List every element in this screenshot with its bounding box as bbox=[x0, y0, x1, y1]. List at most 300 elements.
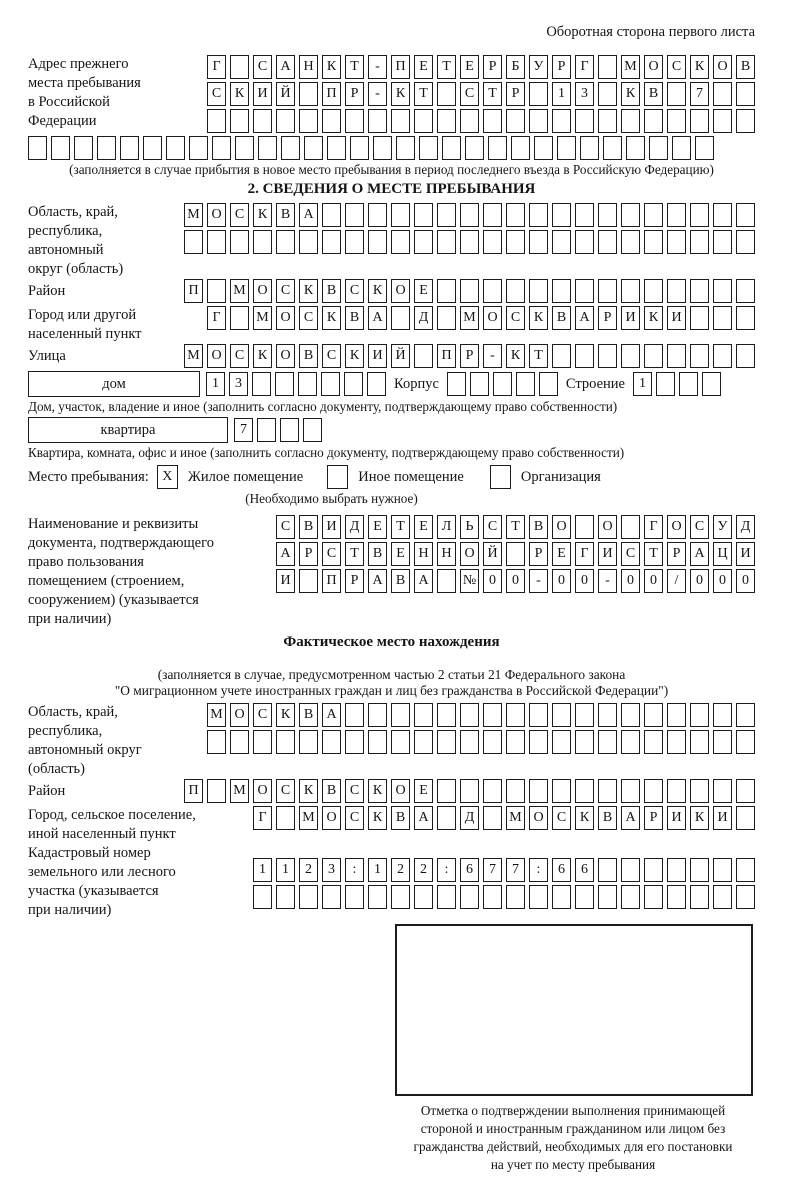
char-box[interactable] bbox=[414, 109, 433, 133]
char-box[interactable] bbox=[253, 230, 272, 254]
char-box[interactable]: Н bbox=[299, 55, 318, 79]
char-box[interactable] bbox=[460, 703, 479, 727]
char-box[interactable] bbox=[598, 55, 617, 79]
char-box[interactable] bbox=[368, 203, 387, 227]
char-box[interactable]: К bbox=[345, 344, 364, 368]
char-box[interactable] bbox=[667, 703, 686, 727]
char-box[interactable]: А bbox=[414, 569, 433, 593]
char-box[interactable] bbox=[644, 109, 663, 133]
char-box[interactable]: - bbox=[483, 344, 502, 368]
char-box[interactable] bbox=[644, 779, 663, 803]
char-box[interactable] bbox=[649, 136, 668, 160]
char-box[interactable]: В bbox=[299, 344, 318, 368]
char-box[interactable] bbox=[252, 372, 271, 396]
char-box[interactable]: И bbox=[276, 569, 295, 593]
char-box[interactable] bbox=[598, 203, 617, 227]
char-box[interactable] bbox=[736, 730, 755, 754]
char-box[interactable] bbox=[189, 136, 208, 160]
char-box[interactable] bbox=[598, 730, 617, 754]
char-box[interactable]: Е bbox=[552, 542, 571, 566]
char-box[interactable] bbox=[690, 885, 709, 909]
char-box[interactable] bbox=[598, 703, 617, 727]
char-box[interactable] bbox=[575, 730, 594, 754]
char-box[interactable] bbox=[736, 885, 755, 909]
char-box[interactable] bbox=[713, 885, 732, 909]
char-box[interactable]: Е bbox=[414, 515, 433, 539]
char-box[interactable] bbox=[575, 109, 594, 133]
char-box[interactable]: 0 bbox=[575, 569, 594, 593]
char-box[interactable]: А bbox=[575, 306, 594, 330]
char-box[interactable]: О bbox=[552, 515, 571, 539]
char-box[interactable]: П bbox=[322, 569, 341, 593]
char-box[interactable] bbox=[493, 372, 512, 396]
char-box[interactable]: С bbox=[276, 279, 295, 303]
char-box[interactable]: К bbox=[368, 779, 387, 803]
char-box[interactable] bbox=[470, 372, 489, 396]
char-box[interactable] bbox=[51, 136, 70, 160]
char-box[interactable] bbox=[713, 230, 732, 254]
char-box[interactable]: М bbox=[506, 806, 525, 830]
char-box[interactable] bbox=[391, 703, 410, 727]
char-box[interactable]: 7 bbox=[234, 418, 253, 442]
char-box[interactable] bbox=[713, 730, 732, 754]
char-box[interactable] bbox=[621, 885, 640, 909]
char-box[interactable] bbox=[506, 230, 525, 254]
char-box[interactable]: 3 bbox=[229, 372, 248, 396]
char-box[interactable]: В bbox=[736, 55, 755, 79]
char-box[interactable]: Г bbox=[575, 55, 594, 79]
char-box[interactable]: А bbox=[368, 569, 387, 593]
char-box[interactable] bbox=[276, 806, 295, 830]
char-box[interactable]: С bbox=[207, 82, 226, 106]
char-box[interactable]: 7 bbox=[506, 858, 525, 882]
char-box[interactable]: 0 bbox=[483, 569, 502, 593]
char-box[interactable] bbox=[736, 306, 755, 330]
char-box[interactable]: М bbox=[184, 203, 203, 227]
char-box[interactable]: В bbox=[322, 279, 341, 303]
char-box[interactable]: В bbox=[552, 306, 571, 330]
char-box[interactable]: 7 bbox=[690, 82, 709, 106]
char-box[interactable] bbox=[166, 136, 185, 160]
char-box[interactable] bbox=[690, 703, 709, 727]
char-box[interactable] bbox=[396, 136, 415, 160]
char-box[interactable]: Г bbox=[207, 55, 226, 79]
char-box[interactable] bbox=[419, 136, 438, 160]
char-box[interactable] bbox=[437, 569, 456, 593]
char-box[interactable] bbox=[621, 344, 640, 368]
char-box[interactable] bbox=[598, 82, 617, 106]
char-box[interactable] bbox=[626, 136, 645, 160]
char-box[interactable] bbox=[437, 109, 456, 133]
char-box[interactable]: К bbox=[368, 279, 387, 303]
char-box[interactable]: Д bbox=[414, 306, 433, 330]
char-box[interactable] bbox=[276, 885, 295, 909]
char-box[interactable] bbox=[207, 730, 226, 754]
char-box[interactable] bbox=[322, 885, 341, 909]
char-box[interactable]: В bbox=[598, 806, 617, 830]
char-box[interactable] bbox=[713, 858, 732, 882]
char-box[interactable] bbox=[736, 806, 755, 830]
char-box[interactable]: С bbox=[552, 806, 571, 830]
char-box[interactable] bbox=[736, 203, 755, 227]
char-box[interactable] bbox=[529, 82, 548, 106]
char-box[interactable]: И bbox=[322, 515, 341, 539]
char-box[interactable] bbox=[644, 279, 663, 303]
char-box[interactable]: - bbox=[368, 82, 387, 106]
char-box[interactable]: 2 bbox=[414, 858, 433, 882]
char-box[interactable] bbox=[598, 109, 617, 133]
char-box[interactable]: М bbox=[299, 806, 318, 830]
char-box[interactable] bbox=[304, 136, 323, 160]
char-box[interactable] bbox=[253, 730, 272, 754]
char-box[interactable] bbox=[437, 779, 456, 803]
char-box[interactable] bbox=[667, 885, 686, 909]
char-box[interactable] bbox=[488, 136, 507, 160]
char-box[interactable]: С bbox=[322, 542, 341, 566]
char-box[interactable]: Д bbox=[460, 806, 479, 830]
char-box[interactable] bbox=[345, 230, 364, 254]
char-box[interactable] bbox=[575, 279, 594, 303]
char-box[interactable]: О bbox=[322, 806, 341, 830]
char-box[interactable] bbox=[644, 703, 663, 727]
char-box[interactable]: - bbox=[598, 569, 617, 593]
char-box[interactable]: И bbox=[713, 806, 732, 830]
char-box[interactable]: К bbox=[253, 344, 272, 368]
char-box[interactable] bbox=[690, 203, 709, 227]
char-box[interactable] bbox=[460, 779, 479, 803]
char-box[interactable] bbox=[483, 703, 502, 727]
char-box[interactable] bbox=[276, 109, 295, 133]
char-box[interactable]: Е bbox=[414, 279, 433, 303]
char-box[interactable] bbox=[529, 730, 548, 754]
char-box[interactable] bbox=[414, 703, 433, 727]
char-box[interactable] bbox=[667, 203, 686, 227]
char-box[interactable] bbox=[350, 136, 369, 160]
char-box[interactable] bbox=[460, 885, 479, 909]
char-box[interactable]: К bbox=[230, 82, 249, 106]
char-box[interactable] bbox=[483, 779, 502, 803]
char-box[interactable]: : bbox=[529, 858, 548, 882]
char-box[interactable] bbox=[506, 279, 525, 303]
char-box[interactable] bbox=[437, 703, 456, 727]
char-box[interactable] bbox=[414, 730, 433, 754]
char-box[interactable]: Г bbox=[575, 542, 594, 566]
char-box[interactable] bbox=[621, 515, 640, 539]
char-box[interactable]: О bbox=[391, 279, 410, 303]
char-box[interactable]: Е bbox=[414, 55, 433, 79]
char-box[interactable]: М bbox=[230, 779, 249, 803]
char-box[interactable] bbox=[391, 109, 410, 133]
char-box[interactable]: Е bbox=[368, 515, 387, 539]
char-box[interactable] bbox=[621, 230, 640, 254]
char-box[interactable] bbox=[644, 203, 663, 227]
char-box[interactable] bbox=[690, 779, 709, 803]
char-box[interactable] bbox=[230, 55, 249, 79]
char-box[interactable]: Г bbox=[253, 806, 272, 830]
char-box[interactable] bbox=[557, 136, 576, 160]
char-box[interactable] bbox=[345, 885, 364, 909]
char-box[interactable] bbox=[257, 418, 276, 442]
char-box[interactable] bbox=[207, 109, 226, 133]
char-box[interactable]: С bbox=[230, 344, 249, 368]
char-box[interactable] bbox=[322, 230, 341, 254]
char-box[interactable]: Т bbox=[391, 515, 410, 539]
char-box[interactable]: Т bbox=[345, 542, 364, 566]
char-box[interactable]: К bbox=[299, 279, 318, 303]
char-box[interactable] bbox=[460, 730, 479, 754]
char-box[interactable] bbox=[552, 730, 571, 754]
char-box[interactable] bbox=[695, 136, 714, 160]
char-box[interactable]: О bbox=[207, 203, 226, 227]
char-box[interactable]: Р bbox=[483, 55, 502, 79]
char-box[interactable]: 0 bbox=[690, 569, 709, 593]
char-box[interactable]: М bbox=[230, 279, 249, 303]
char-box[interactable] bbox=[506, 203, 525, 227]
char-box[interactable] bbox=[207, 279, 226, 303]
char-box[interactable] bbox=[207, 230, 226, 254]
char-box[interactable]: К bbox=[529, 306, 548, 330]
char-box[interactable] bbox=[713, 203, 732, 227]
char-box[interactable]: 6 bbox=[460, 858, 479, 882]
char-box[interactable] bbox=[529, 885, 548, 909]
char-box[interactable] bbox=[598, 344, 617, 368]
char-box[interactable] bbox=[345, 109, 364, 133]
char-box[interactable] bbox=[667, 279, 686, 303]
char-box[interactable]: Р bbox=[460, 344, 479, 368]
char-box[interactable] bbox=[298, 372, 317, 396]
char-box[interactable]: М bbox=[253, 306, 272, 330]
char-box[interactable]: В bbox=[529, 515, 548, 539]
char-box[interactable] bbox=[667, 344, 686, 368]
char-box[interactable]: У bbox=[529, 55, 548, 79]
char-box[interactable] bbox=[713, 279, 732, 303]
char-box[interactable]: Б bbox=[506, 55, 525, 79]
char-box[interactable] bbox=[506, 542, 525, 566]
char-box[interactable]: О bbox=[253, 779, 272, 803]
char-box[interactable] bbox=[368, 730, 387, 754]
char-box[interactable]: А bbox=[414, 806, 433, 830]
char-box[interactable]: № bbox=[460, 569, 479, 593]
char-box[interactable]: О bbox=[253, 279, 272, 303]
char-box[interactable]: 7 bbox=[483, 858, 502, 882]
char-box[interactable] bbox=[736, 858, 755, 882]
char-box[interactable] bbox=[702, 372, 721, 396]
char-box[interactable]: Р bbox=[529, 542, 548, 566]
char-box[interactable]: О bbox=[230, 703, 249, 727]
char-box[interactable]: 6 bbox=[552, 858, 571, 882]
char-box[interactable] bbox=[552, 279, 571, 303]
char-box[interactable]: С bbox=[253, 55, 272, 79]
char-box[interactable] bbox=[575, 344, 594, 368]
char-box[interactable]: 1 bbox=[206, 372, 225, 396]
char-box[interactable]: Р bbox=[644, 806, 663, 830]
char-box[interactable]: Р bbox=[598, 306, 617, 330]
char-box[interactable]: И bbox=[621, 306, 640, 330]
char-box[interactable] bbox=[506, 730, 525, 754]
char-box[interactable] bbox=[529, 703, 548, 727]
char-box[interactable] bbox=[580, 136, 599, 160]
char-box[interactable] bbox=[230, 730, 249, 754]
char-box[interactable] bbox=[575, 779, 594, 803]
char-box[interactable]: В bbox=[391, 569, 410, 593]
char-box[interactable]: С bbox=[345, 779, 364, 803]
char-box[interactable] bbox=[736, 82, 755, 106]
char-box[interactable]: С bbox=[230, 203, 249, 227]
char-box[interactable] bbox=[667, 730, 686, 754]
char-box[interactable]: М bbox=[460, 306, 479, 330]
char-box[interactable] bbox=[690, 109, 709, 133]
char-box[interactable] bbox=[598, 279, 617, 303]
char-box[interactable]: С bbox=[345, 806, 364, 830]
char-box[interactable] bbox=[529, 230, 548, 254]
char-box[interactable]: Р bbox=[299, 542, 318, 566]
char-box[interactable]: 2 bbox=[299, 858, 318, 882]
char-box[interactable]: Р bbox=[552, 55, 571, 79]
char-box[interactable]: 1 bbox=[368, 858, 387, 882]
char-box[interactable] bbox=[460, 279, 479, 303]
char-box[interactable]: И bbox=[598, 542, 617, 566]
char-box[interactable] bbox=[644, 344, 663, 368]
char-box[interactable] bbox=[344, 372, 363, 396]
char-box[interactable] bbox=[207, 779, 226, 803]
char-box[interactable]: 0 bbox=[552, 569, 571, 593]
char-box[interactable] bbox=[367, 372, 386, 396]
char-box[interactable] bbox=[575, 885, 594, 909]
char-box[interactable] bbox=[391, 203, 410, 227]
char-box[interactable] bbox=[275, 372, 294, 396]
char-box[interactable] bbox=[736, 279, 755, 303]
char-box[interactable] bbox=[368, 109, 387, 133]
char-box[interactable] bbox=[414, 230, 433, 254]
char-box[interactable]: А bbox=[299, 203, 318, 227]
char-box[interactable]: С bbox=[299, 306, 318, 330]
char-box[interactable]: Т bbox=[437, 55, 456, 79]
char-box[interactable]: О bbox=[598, 515, 617, 539]
char-box[interactable]: С bbox=[253, 703, 272, 727]
char-box[interactable]: С bbox=[483, 515, 502, 539]
char-box[interactable] bbox=[506, 885, 525, 909]
char-box[interactable]: - bbox=[529, 569, 548, 593]
char-box[interactable]: Е bbox=[414, 779, 433, 803]
char-box[interactable] bbox=[644, 230, 663, 254]
char-box[interactable] bbox=[368, 703, 387, 727]
char-box[interactable] bbox=[529, 203, 548, 227]
char-box[interactable]: Т bbox=[644, 542, 663, 566]
char-box[interactable] bbox=[690, 730, 709, 754]
char-box[interactable]: Й bbox=[483, 542, 502, 566]
char-box[interactable] bbox=[212, 136, 231, 160]
char-box[interactable] bbox=[534, 136, 553, 160]
char-box[interactable] bbox=[276, 730, 295, 754]
char-box[interactable] bbox=[511, 136, 530, 160]
char-box[interactable]: К bbox=[322, 55, 341, 79]
char-box[interactable]: О bbox=[483, 306, 502, 330]
char-box[interactable]: Т bbox=[483, 82, 502, 106]
char-box[interactable]: Т bbox=[529, 344, 548, 368]
char-box[interactable]: И bbox=[253, 82, 272, 106]
char-box[interactable]: Р bbox=[506, 82, 525, 106]
char-box[interactable]: 0 bbox=[713, 569, 732, 593]
char-box[interactable] bbox=[368, 230, 387, 254]
char-box[interactable] bbox=[621, 703, 640, 727]
char-box[interactable]: К bbox=[299, 779, 318, 803]
char-box[interactable] bbox=[621, 730, 640, 754]
char-box[interactable]: К bbox=[276, 703, 295, 727]
char-box[interactable] bbox=[690, 279, 709, 303]
char-box[interactable] bbox=[690, 230, 709, 254]
char-box[interactable]: Й bbox=[391, 344, 410, 368]
char-box[interactable] bbox=[322, 203, 341, 227]
char-box[interactable] bbox=[321, 372, 340, 396]
char-box[interactable]: К bbox=[506, 344, 525, 368]
char-box[interactable] bbox=[516, 372, 535, 396]
char-box[interactable] bbox=[465, 136, 484, 160]
char-box[interactable] bbox=[327, 136, 346, 160]
char-box[interactable] bbox=[644, 885, 663, 909]
char-box[interactable] bbox=[713, 344, 732, 368]
char-box[interactable] bbox=[552, 230, 571, 254]
checkbox-inoe-pomeshchenie[interactable] bbox=[327, 465, 348, 489]
char-box[interactable]: Е bbox=[460, 55, 479, 79]
char-box[interactable]: - bbox=[368, 55, 387, 79]
char-box[interactable] bbox=[460, 109, 479, 133]
char-box[interactable] bbox=[437, 203, 456, 227]
char-box[interactable] bbox=[253, 109, 272, 133]
char-box[interactable] bbox=[506, 703, 525, 727]
char-box[interactable] bbox=[483, 279, 502, 303]
char-box[interactable] bbox=[460, 203, 479, 227]
char-box[interactable] bbox=[391, 306, 410, 330]
char-box[interactable]: С bbox=[667, 55, 686, 79]
char-box[interactable]: 0 bbox=[736, 569, 755, 593]
char-box[interactable] bbox=[575, 703, 594, 727]
char-box[interactable] bbox=[120, 136, 139, 160]
char-box[interactable] bbox=[575, 230, 594, 254]
char-box[interactable]: А bbox=[276, 542, 295, 566]
char-box[interactable] bbox=[437, 230, 456, 254]
char-box[interactable]: И bbox=[736, 542, 755, 566]
char-box[interactable] bbox=[690, 344, 709, 368]
char-box[interactable] bbox=[667, 779, 686, 803]
char-box[interactable] bbox=[552, 885, 571, 909]
char-box[interactable] bbox=[690, 858, 709, 882]
char-box[interactable] bbox=[552, 779, 571, 803]
char-box[interactable]: А bbox=[322, 703, 341, 727]
char-box[interactable] bbox=[713, 306, 732, 330]
char-box[interactable]: Ь bbox=[460, 515, 479, 539]
char-box[interactable] bbox=[679, 372, 698, 396]
char-box[interactable]: А bbox=[621, 806, 640, 830]
char-box[interactable]: О bbox=[276, 306, 295, 330]
char-box[interactable]: И bbox=[667, 806, 686, 830]
char-box[interactable]: О bbox=[460, 542, 479, 566]
char-box[interactable] bbox=[230, 109, 249, 133]
char-box[interactable]: Г bbox=[207, 306, 226, 330]
char-box[interactable]: К bbox=[690, 806, 709, 830]
char-box[interactable] bbox=[299, 82, 318, 106]
char-box[interactable] bbox=[373, 136, 392, 160]
char-box[interactable] bbox=[713, 779, 732, 803]
char-box[interactable]: Т bbox=[506, 515, 525, 539]
char-box[interactable] bbox=[644, 730, 663, 754]
char-box[interactable]: 1 bbox=[276, 858, 295, 882]
char-box[interactable]: О bbox=[276, 344, 295, 368]
char-box[interactable] bbox=[713, 703, 732, 727]
char-box[interactable] bbox=[322, 730, 341, 754]
char-box[interactable]: П bbox=[322, 82, 341, 106]
char-box[interactable]: С bbox=[690, 515, 709, 539]
char-box[interactable]: Т bbox=[345, 55, 364, 79]
